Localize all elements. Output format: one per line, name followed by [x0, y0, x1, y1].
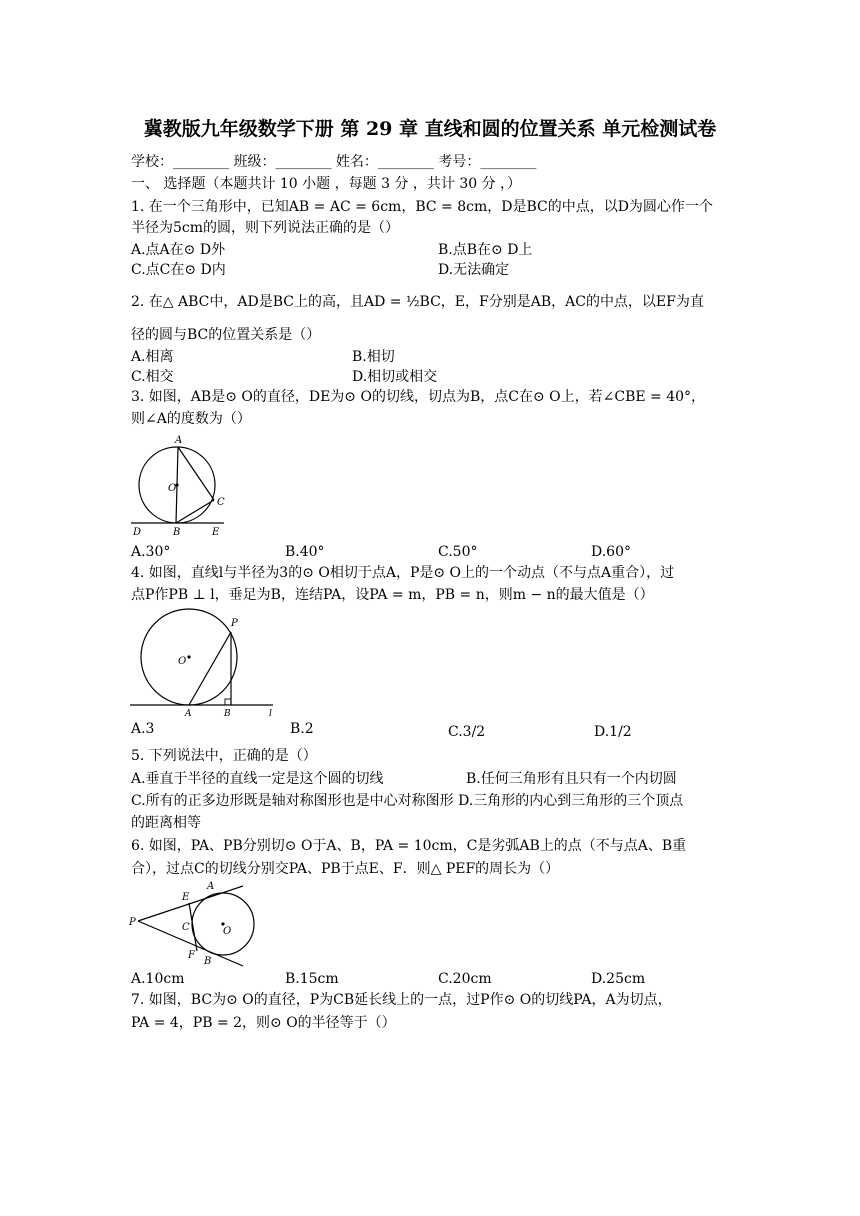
q3-option-d: D.60°	[591, 544, 631, 560]
label-b: B	[224, 709, 231, 719]
label-b: B	[173, 527, 181, 538]
label-d: D	[133, 527, 142, 538]
q4-option-d: D.1/2	[594, 724, 632, 740]
label-a: A	[175, 435, 183, 446]
q2-option-d: D.相切或相交	[352, 369, 438, 385]
q1-option-d: D.无法确定	[438, 262, 510, 278]
label-b: B	[204, 956, 212, 967]
question-4-figure	[128, 606, 278, 722]
q3-option-b: B.40°	[285, 544, 325, 560]
q2-option-a: A.相离	[131, 349, 174, 365]
label-e: E	[182, 892, 190, 903]
q4-option-a: A.3	[131, 721, 155, 737]
question-3-figure	[128, 432, 228, 540]
page-title: 冀教版九年级数学下册 第 29 章 直线和圆的位置关系 单元检测试卷	[143, 118, 717, 140]
q4-option-c: C.3/2	[448, 724, 486, 740]
question-5-line-2: A.垂直于半径的直线一定是这个圆的切线	[131, 771, 384, 787]
question-5-line-2b: B.任何三角形有且只有一个内切圆	[466, 771, 677, 787]
question-3-line-2: 则∠A的度数为（）	[131, 411, 251, 427]
q6-option-b: B.15cm	[285, 971, 339, 987]
q6-option-d: D.25cm	[591, 971, 646, 987]
question-3-line-1: 3. 如图，AB是⊙ O的直径，DE为⊙ O的切线，切点为B，点C在⊙ O上，若∠CBE = 40°，	[131, 389, 706, 405]
q6-option-c: C.20cm	[438, 971, 492, 987]
q2-option-b: B.相切	[352, 349, 395, 365]
question-5-line-4: 的距离相等	[131, 815, 201, 831]
label-a: A	[185, 709, 192, 719]
question-5-line-1: 5. 下列说法中，正确的是（）	[131, 748, 317, 764]
section-heading: 一、 选择题（本题共计 10 小题 ，每题 3 分 ，共计 30 分 ，）	[131, 176, 522, 192]
q1-option-b: B.点B在⊙ D上	[438, 242, 533, 258]
question-4-line-2: 点P作PB ⊥ l，垂足为B，连结PA，设PA = m，PB = n，则m − n的最大值是（）	[131, 587, 654, 603]
label-p: P	[231, 618, 238, 629]
question-6-line-2: 合），过点C的切线分别交PA、PB于点E、F．则△ PEF的周长为（）	[131, 861, 560, 877]
question-7-line-2: PA = 4，PB = 2，则⊙ O的半径等于（）	[131, 1015, 396, 1031]
q6-option-a: A.10cm	[131, 971, 185, 987]
q1-option-c: C.点C在⊙ D内	[131, 262, 226, 278]
q3-option-a: A.30°	[131, 544, 171, 560]
label-p: P	[129, 917, 136, 928]
q2-option-c: C.相交	[131, 369, 174, 385]
label-o: O	[178, 656, 187, 667]
label-e: E	[212, 527, 220, 538]
header-fields: 学校：________ 班级：________ 姓名：________ 考号：________	[131, 154, 537, 170]
question-1-line-1: 1. 在一个三角形中，已知AB = AC = 6cm，BC = 8cm，D是BC的中点，以D为圆心作一个	[131, 199, 713, 215]
q4-option-b: B.2	[290, 721, 314, 737]
label-o: O	[223, 926, 232, 937]
question-1-line-2: 半径为5cm的圆，则下列说法正确的是（）	[131, 220, 400, 236]
question-2-line-2: 径的圆与BC的位置关系是（）	[131, 327, 321, 343]
question-2-line-1: 2. 在△ ABC中，AD是BC上的高，且AD = ½BC，E，F分别是AB，AC的中点，以EF为直	[131, 294, 704, 310]
q3-option-c: C.50°	[438, 544, 478, 560]
label-l: l	[269, 709, 272, 719]
label-c: C	[182, 922, 190, 933]
question-6-line-1: 6. 如图，PA、PB分别切⊙ O于A、B，PA = 10cm，C是劣弧AB上的点（不与点A、B重	[131, 838, 687, 854]
q1-option-a: A.点A在⊙ D外	[131, 242, 226, 258]
question-6-figure	[126, 878, 250, 968]
question-5-line-3: C.所有的正多边形既是轴对称图形也是中心对称图形 D.三角形的内心到三角形的三个顶点	[131, 793, 684, 809]
label-a: A	[207, 881, 215, 892]
question-4-line-1: 4. 如图，直线l与半径为3的⊙ O相切于点A，P是⊙ O上的一个动点（不与点A重合），过	[131, 565, 675, 581]
question-7-line-1: 7. 如图，BC为⊙ O的直径，P为CB延长线上的一点，过P作⊙ O的切线PA，A为切点，	[131, 992, 672, 1008]
label-f: F	[188, 950, 195, 961]
label-c: C	[217, 497, 225, 508]
label-o: O	[168, 483, 177, 494]
